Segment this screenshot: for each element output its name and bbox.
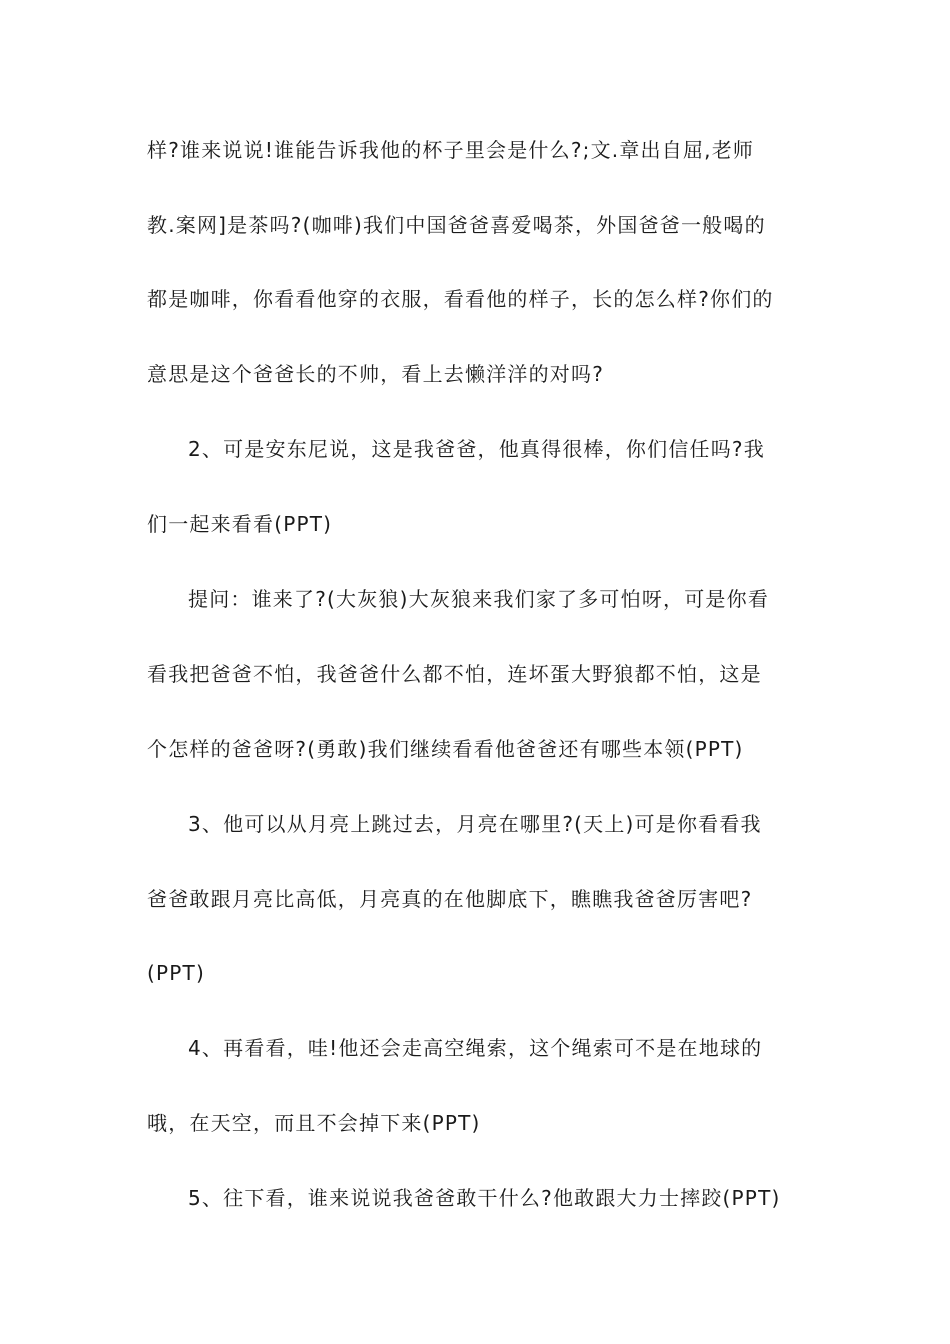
text-line: 爸爸敢跟月亮比高低，月亮真的在他脚底下，瞧瞧我爸爸厉害吧? (147, 887, 753, 911)
text-line: 意思是这个爸爸长的不帅，看上去懒洋洋的对吗? (147, 362, 605, 386)
text-line: 看我把爸爸不怕，我爸爸什么都不怕，连坏蛋大野狼都不怕，这是 (147, 662, 762, 686)
text-line: 哦，在天空，而且不会掉下来(PPT) (147, 1111, 481, 1135)
text-line: 样?谁来说说!谁能告诉我他的杯子里会是什么?;文.章出自屈,老师 (147, 138, 755, 162)
text-line: 都是咖啡，你看看他穿的衣服，看看他的样子，长的怎么样?你们的 (147, 287, 774, 311)
paragraph-start-line: 提问：谁来了?(大灰狼)大灰狼来我们家了多可怕呀，可是你看 (188, 587, 770, 611)
paragraph-start-line: 2、可是安东尼说，这是我爸爸，他真得很棒，你们信任吗?我 (188, 437, 765, 461)
text-line: 教.案网]是茶吗?(咖啡)我们中国爸爸喜爱喝茶，外国爸爸一般喝的 (147, 213, 766, 237)
paragraph-start-line: 4、再看看，哇!他还会走高空绳索，这个绳索可不是在地球的 (188, 1036, 763, 1060)
text-line: 个怎样的爸爸呀?(勇敢)我们继续看看他爸爸还有哪些本领(PPT) (147, 737, 744, 761)
paragraph-start-line: 5、往下看，谁来说说我爸爸敢干什么?他敢跟大力士摔跤(PPT) (188, 1186, 781, 1210)
paragraph-start-line: 3、他可以从月亮上跳过去，月亮在哪里?(天上)可是你看看我 (188, 812, 762, 836)
text-line: 们一起来看看(PPT) (147, 512, 333, 536)
text-line: (PPT) (147, 961, 205, 985)
